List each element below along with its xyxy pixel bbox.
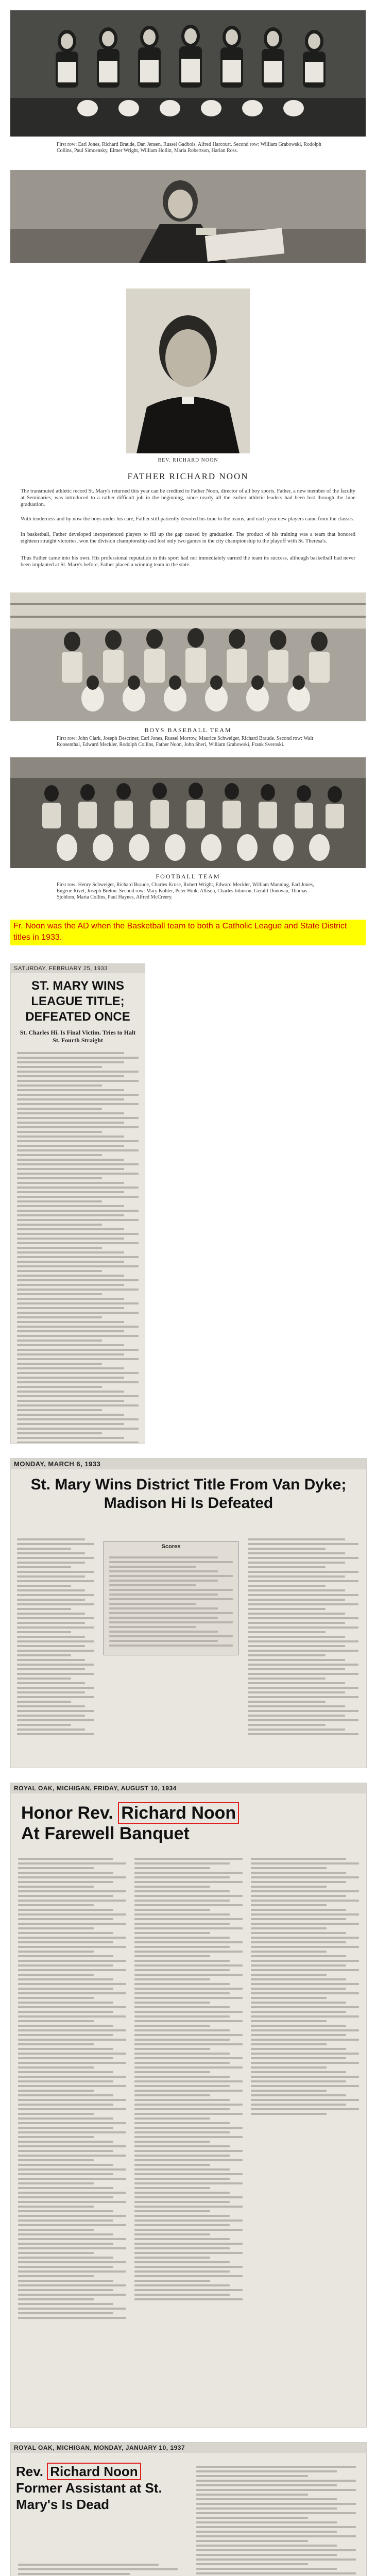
clip4-col-2 (196, 2463, 356, 2576)
football-title: FOOTBALL TEAM (156, 873, 220, 880)
clip2-box-title: Scores (161, 1544, 181, 1550)
newspaper-clip-farewell-banquet (10, 1783, 367, 2428)
team-photo-top-caption: First row: Earl Jones, Richard Braude, Dan Jensen, Russel Gadbois, Alfred Harcourt. Second row: William Grabowski, Rodolph Collins, Paul Simoensky, Elmer Wright, William Hollin, Maria Robertson, Harlan Ross. (57, 142, 321, 154)
clip1-body (11, 1046, 145, 1444)
team-photo-top (10, 10, 366, 137)
newspaper-clip-district-title (10, 1458, 367, 1768)
clip3-col-1 (18, 1855, 126, 2321)
clip2-headline: St. Mary Wins District Title From Van Dyke; Madison Hi Is Defeated (30, 1476, 347, 1512)
coach-heading: FATHER RICHARD NOON (127, 471, 249, 481)
clip2-date: MONDAY, MARCH 6, 1933 (11, 1459, 366, 1469)
clip3-headline-name: Richard Noon (118, 1802, 239, 1824)
clip2-col-1 (17, 1536, 94, 1738)
coach-paragraph-4: Thus Father came into his own. His professional reputation in this sport had not immediately earned the team its success, although basketball had never been implanted at St. Mary's before, Father placed a winning team in the state. (21, 555, 355, 568)
annotation-note: Fr. Noon was the AD when the Basketball team to both a Catholic League and State District titles in 1933. (10, 920, 366, 945)
clip4-headline-pre: Rev. (16, 2464, 47, 2479)
clip3-col-2 (134, 1855, 243, 2303)
baseball-title: BOYS BASEBALL TEAM (144, 726, 232, 734)
portrait-caption: REV. RICHARD NOON (158, 457, 218, 463)
clip4-col-1 (18, 2561, 178, 2576)
clip3-headline-post: At Farewell Banquet (21, 1824, 190, 1843)
clip3-headline-pre: Honor Rev. (21, 1803, 118, 1823)
signing-photo (10, 170, 366, 263)
clip2-col-3 (248, 1536, 358, 1738)
clip4-masthead: ROYAL OAK, MICHIGAN, MONDAY, JANUARY 10, 1937 (11, 2443, 366, 2453)
clip3-headline (11, 1793, 366, 1849)
clip4-headline-post: Former Assistant at St. Mary's Is Dead (16, 2480, 162, 2512)
clip1-headline: ST. MARY WINS LEAGUE TITLE; DEFEATED ONCE (25, 979, 130, 1024)
baseball-team-photo (10, 592, 366, 721)
clip2-score-box (104, 1541, 238, 1655)
coach-paragraph-1: The transmuted athletic record St. Mary's returned this year can be credited to Father Noon, director of all boy sports. Father, a new member of the faculty at Seminaries, was introduced to a rather difficult job in the beginning, since nearly all the earlier athletic leaders had been lost through the June graduation. (21, 488, 355, 507)
clip3-masthead: ROYAL OAK, MICHIGAN, FRIDAY, AUGUST 10, 1934 (11, 1783, 366, 1793)
clip1-subhead: St. Charles Hi. Is Final Victim. Tries to Halt St. Fourth Straight (20, 1029, 136, 1044)
clip1-masthead: SATURDAY, FEBRUARY 25, 1933 (11, 964, 145, 973)
portrait-photo (126, 289, 250, 453)
football-team-photo (10, 757, 366, 868)
coach-paragraph-2: With tenderness and by now the boys under his care, Father still patiently devoted his time to the teams, and each year new players came from the classes. (21, 516, 354, 522)
baseball-caption: First row: John Clark, Joseph Descriner, Earl Jones, Russel Morrow, Maurice Schweiger, Richard Braude. Second row: Walt Roosenthal, Edward Meckler, Rodolph Collins, Father Noon, John Sheri, William Grabowski, Frank Sveroski. (57, 736, 314, 748)
clip4-headline (16, 2463, 181, 2513)
coach-paragraph-3: In basketball, Father developed inexperienced players to fill up the gap caused by graduation. The product of his training was a team that honored eighteen straight victories, won the division championship and lost only two games in the city championship to the playoff with St. Theresa's. (21, 532, 355, 544)
clip3-col-3 (251, 1855, 359, 2117)
newspaper-clip-obituary (10, 2442, 367, 2576)
newspaper-clip-league-title (10, 963, 145, 1444)
clip4-headline-name: Richard Noon (47, 2463, 141, 2480)
football-caption: First row: Henry Schweiger, Richard Braude, Charles Kruse, Robert Wright, Edward Meckler, William Manning, Earl Jones, Eugene Rivet, Joseph Breton. Second row: Mary Kohler, Peter Hink, Allison, Charles Johnson, Gerald Donovan, Thomas Sjoblom, Maria Collins, Paul Haynes, Alfred McCreery. (57, 882, 314, 900)
